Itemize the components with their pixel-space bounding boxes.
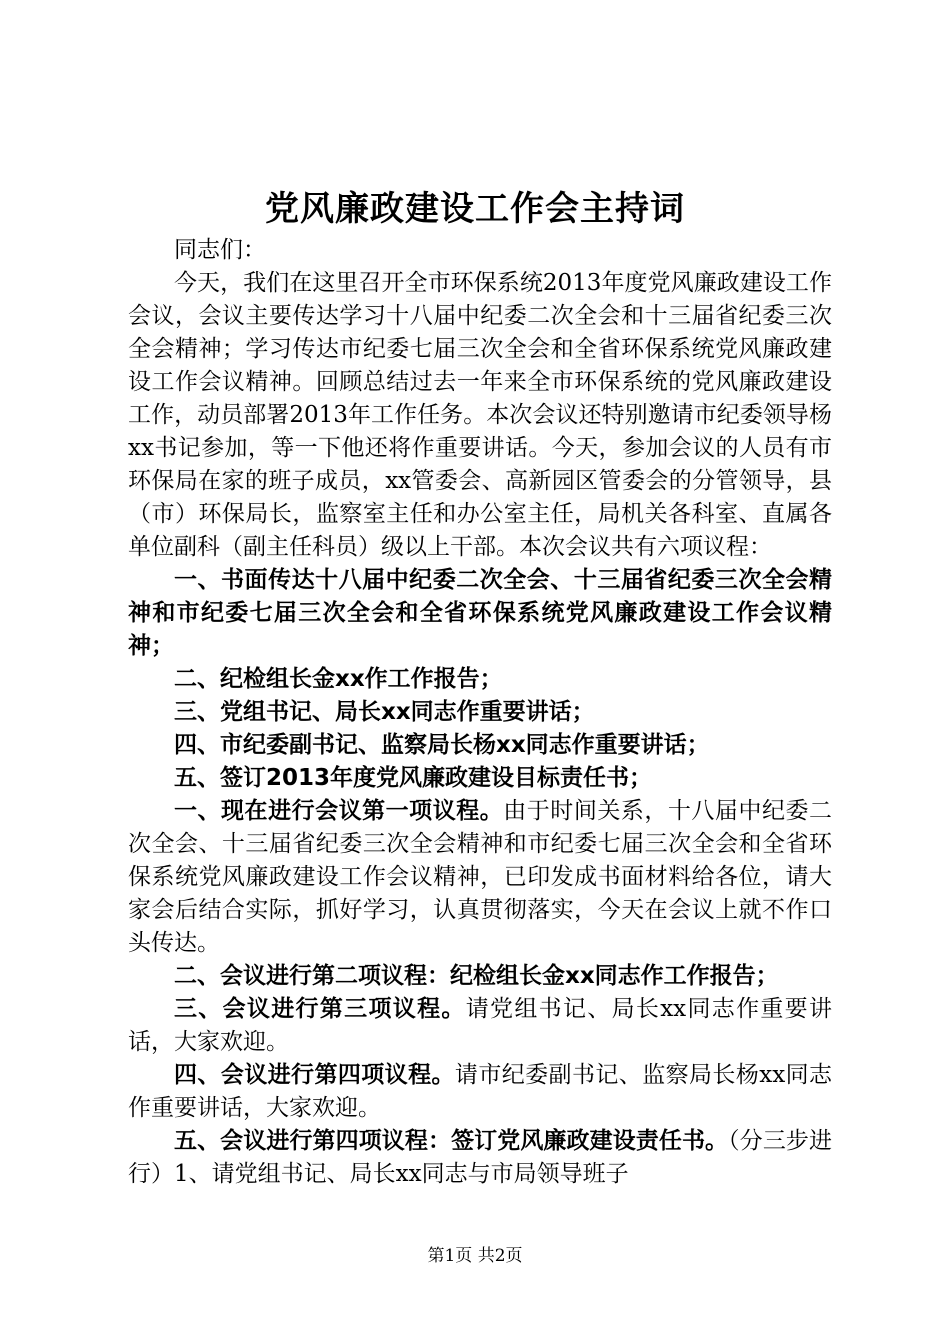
procedure-item — [128, 993, 832, 1059]
document-body — [128, 234, 832, 1191]
greeting: 同志们： — [174, 237, 266, 263]
procedure-item — [128, 960, 832, 993]
procedure-heading: 二、会议进行第二项议程：纪检组长金xx同志作工作报告； — [174, 963, 779, 989]
procedure-text: 由于时间关系，十八届中纪委二次全会、十三届省纪委三次全会精神和市纪委七届三次全会和全省环保系统党风廉政建设工作会议精神，已印发成书面材料给各位，请大家会后结合实际，抓好学习，认真贯彻落实，今天在会议上就不作口头传达。 — [128, 798, 833, 956]
agenda-item: 二、纪检组长金xx作工作报告； — [174, 666, 503, 692]
procedure-heading: 四、会议进行第四项议程。 — [174, 1062, 455, 1088]
procedure-text: （分三步进行）1、请党组书记、局长xx同志与市局领导班子 — [128, 1128, 833, 1187]
agenda-item: 五、签订2013年度党风廉政建设目标责任书； — [174, 765, 653, 791]
intro-paragraph: 今天，我们在这里召开全市环保系统2013年度党风廉政建设工作会议，会议主要传达学习十八届中纪委二次全会和十三届省纪委三次全会精神；学习传达市纪委七届三次全会和全省环保系统党风廉政建设工作会议精神。回顾总结过去一年来全市环保系统的党风廉政建设工作，动员部署2013年工作任务。本次会议还特别邀请市纪委领导杨xx书记参加，等一下他还将作重要讲话。今天，参加会议的人员有市环保局在家的班子成员，xx管委会、高新园区管委会的分管领导，县（市）环保局长，监察室主任和办公室主任，局机关各科室、直属各单位副科（副主任科员）级以上干部。本次会议共有六项议程： — [128, 270, 832, 560]
procedure-text: 请市纪委副书记、监察局长杨xx同志作重要讲话，大家欢迎。 — [128, 1062, 833, 1121]
procedure-item — [128, 795, 832, 960]
agenda-item: 四、市纪委副书记、监察局长杨xx同志作重要讲话； — [174, 732, 710, 758]
procedure-item — [128, 1125, 832, 1191]
procedure-heading: 三、会议进行第三项议程。 — [174, 996, 466, 1022]
procedure-heading: 五、会议进行第四项议程：签订党风廉政建设责任书。 — [174, 1128, 729, 1154]
agenda-item: 一、书面传达十八届中纪委二次全会、十三届省纪委三次全会精神和市纪委七届三次全会和全省环保系统党风廉政建设工作会议精神； — [128, 567, 832, 659]
page-footer: 第1页 共2页 — [427, 1246, 523, 1266]
procedure-item — [128, 1059, 832, 1125]
page-title: 党风廉政建设工作会主持词 — [265, 189, 685, 229]
agenda-item: 三、党组书记、局长xx同志作重要讲话； — [174, 699, 595, 725]
procedure-text: 请党组书记、局长xx同志作重要讲话，大家欢迎。 — [128, 996, 832, 1055]
procedure-heading: 一、现在进行会议第一项议程。 — [174, 798, 504, 824]
